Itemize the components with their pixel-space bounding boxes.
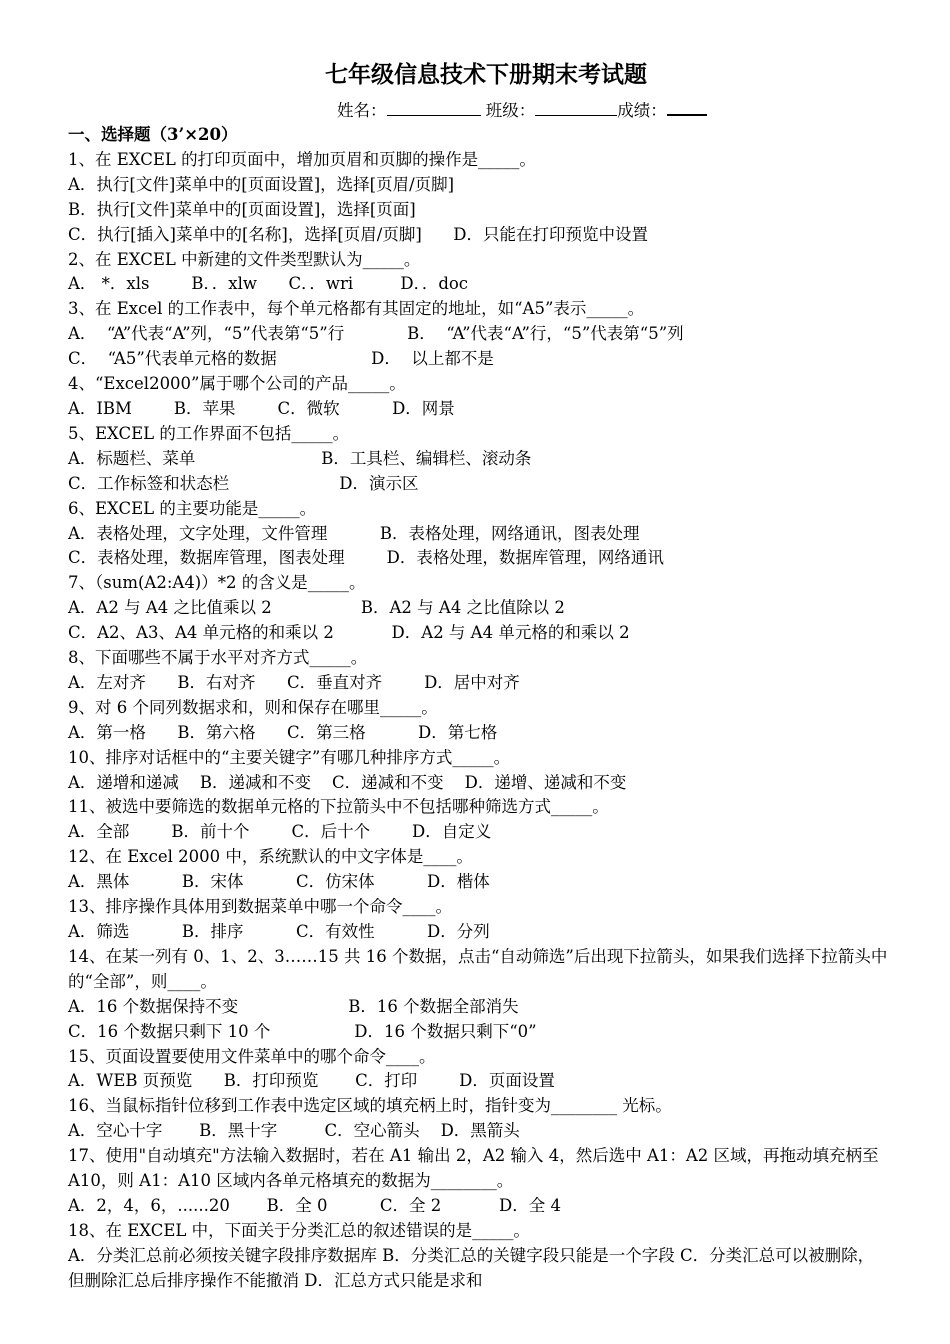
question-18-options xyxy=(68,1244,890,1294)
exam-line: A．表格处理，文字处理，文件管理 B．表格处理，网络通讯，图表处理 xyxy=(68,523,640,543)
exam-line: A．左对齐 B．右对齐 C．垂直对齐 D．居中对齐 xyxy=(68,672,520,692)
exam-line: 8、下面哪些不属于水平对齐方式_____。 xyxy=(68,648,368,668)
exam-line: A．黑体 B．宋体 C．仿宋体 D．楷体 xyxy=(68,872,490,892)
exam-line: 6、EXCEL 的主要功能是_____。 xyxy=(68,498,317,518)
exam-line: C．16 个数据只剩下 10 个 D．16 个数据只剩下“0” xyxy=(68,1021,537,1041)
exam-line: A．第一格 B．第六格 C．第三格 D．第七格 xyxy=(68,722,498,742)
exam-line: 9、对 6 个同列数据求和，则和保存在哪里_____。 xyxy=(68,697,438,717)
question-block-3 xyxy=(68,1194,890,1244)
exam-line: 13、排序操作具体用到数据菜单中哪一个命令____。 xyxy=(68,897,452,917)
exam-line: C．表格处理，数据库管理，图表处理 D．表格处理，数据库管理，网络通讯 xyxy=(68,548,664,568)
exam-line: A．标题栏、菜单 B．工具栏、编辑栏、滚动条 xyxy=(68,448,532,468)
name-label: 姓名： xyxy=(337,101,387,120)
exam-line: A．WEB 页预览 B．打印预览 C．打印 D．页面设置 xyxy=(68,1071,555,1091)
question-18-options-text: A．分类汇总前必须按关键字段排序数据库 B．分类汇总的关键字段只能是一个字段 C．分类汇总可以被删除，但删除汇总后排序操作不能撤消 D．汇总方式只能是求和 xyxy=(68,1245,875,1290)
exam-line: B．执行[文件]菜单中的[页面设置]，选择[页面] xyxy=(68,199,416,219)
exam-line: 10、排序对话框中的“主要关键字”有哪几种排序方式_____。 xyxy=(68,747,511,767)
exam-line: A．2，4，6，......20 B．全 0 C．全 2 D．全 4 xyxy=(68,1195,561,1215)
exam-line: A． “A”代表“A”列，“5”代表第“5”行 B． “A”代表“A”行，“5”代表第“5”列 xyxy=(68,324,684,344)
score-label: 成绩： xyxy=(617,101,667,120)
question-17-text: 17、使用"自动填充"方法输入数据时，若在 A1 输出 2，A2 输入 4，然后选中 A1：A2 区域，再拖动填充柄至 A10，则 A1：A10 区域内各单元格填充的数据为________。 xyxy=(68,1146,879,1191)
exam-line: A．IBM B．苹果 C．微软 D．网景 xyxy=(68,398,455,418)
exam-line: A．筛选 B．排序 C．有效性 D．分列 xyxy=(68,922,490,941)
question-14 xyxy=(68,945,890,995)
student-info-line xyxy=(68,96,890,123)
exam-line: C． “A5”代表单元格的数据 D． 以上都不是 xyxy=(68,349,494,369)
exam-line: 5、EXCEL 的工作界面不包括_____。 xyxy=(68,423,350,443)
class-label: 班级： xyxy=(485,101,536,120)
exam-line: 2、在 EXCEL 中新建的文件类型默认为_____。 xyxy=(68,249,421,269)
question-14-text: 14、在某一列有 0、1、2、3……15 共 16 个数据，点击“自动筛选”后出现下拉箭头，如果我们选择下拉箭头中的“全部”，则____。 xyxy=(68,946,888,991)
exam-line: 4、“Excel2000”属于哪个公司的产品_____。 xyxy=(68,374,406,394)
exam-line: A．全部 B．前十个 C．后十个 D．自定义 xyxy=(68,822,492,842)
exam-line: A． *．xls B．．xlw C．．wri D．．doc xyxy=(68,274,469,294)
exam-line: 18、在 EXCEL 中，下面关于分类汇总的叙述错误的是_____。 xyxy=(68,1220,530,1240)
score-blank xyxy=(667,96,707,116)
exam-line: 1、在 EXCEL 的打印页面中，增加页眉和页脚的操作是_____。 xyxy=(68,149,536,169)
question-17 xyxy=(68,1144,890,1194)
page-title: 七年级信息技术下册期末考试题 xyxy=(325,62,647,88)
exam-line: A．执行[文件]菜单中的[页面设置]，选择[页眉/页脚] xyxy=(68,174,455,194)
exam-line: A．A2 与 A4 之比值乘以 2 B．A2 与 A4 之比值除以 2 xyxy=(68,598,565,618)
section-heading: 一、选择题（3’×20） xyxy=(68,125,238,144)
exam-line: 16、当鼠标指针位移到工作表中选定区域的填充柄上时，指针变为________ 光标。 xyxy=(68,1096,672,1116)
exam-line: A．递增和递减 B．递减和不变 C．递减和不变 D．递增、递减和不变 xyxy=(68,772,627,792)
exam-line: C．工作标签和状态栏 D．演示区 xyxy=(68,473,419,493)
exam-line: 3、在 Excel 的工作表中，每个单元格都有其固定的地址，如“A5”表示_____。 xyxy=(68,299,645,319)
exam-line: A．16 个数据保持不变 B．16 个数据全部消失 xyxy=(68,996,519,1016)
class-blank xyxy=(535,97,617,116)
exam-line: 15、页面设置要使用文件菜单中的哪个命令____。 xyxy=(68,1046,436,1066)
exam-line: 7、（sum(A2:A4)）*2 的含义是_____。 xyxy=(68,573,366,593)
exam-line: 12、在 Excel 2000 中，系统默认的中文字体是____。 xyxy=(68,847,473,867)
exam-line: C．A2、A3、A4 单元格的和乘以 2 D．A2 与 A4 单元格的和乘以 2 xyxy=(68,623,630,643)
question-block-1 xyxy=(68,148,890,945)
name-blank xyxy=(387,97,481,116)
question-block-2 xyxy=(68,995,890,1144)
exam-line: A．空心十字 B．黑十字 C．空心箭头 D．黑箭头 xyxy=(68,1121,520,1141)
exam-line: 11、被选中要筛选的数据单元格的下拉箭头中不包括哪种筛选方式_____。 xyxy=(68,797,609,817)
exam-line: C．执行[插入]菜单中的[名称]，选择[页眉/页脚] D．只能在打印预览中设置 xyxy=(68,224,649,244)
